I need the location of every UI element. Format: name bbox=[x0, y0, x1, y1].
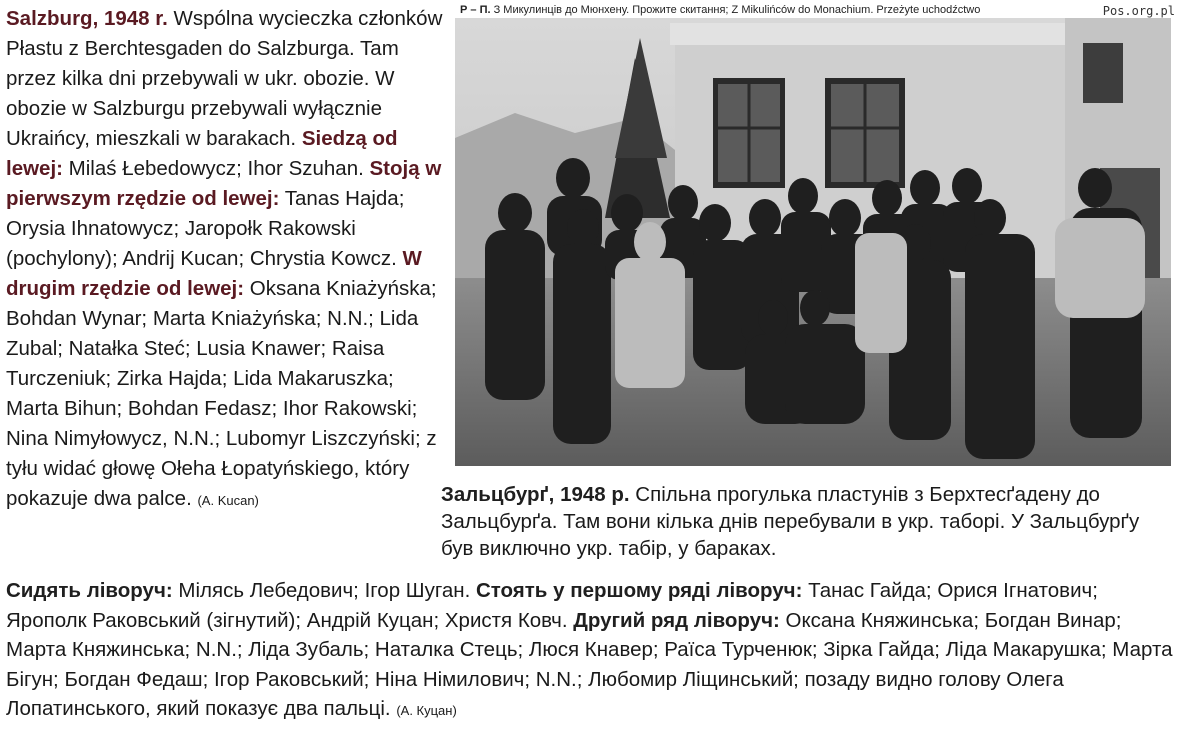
polish-caption-intro: Wspólna wycieczka członków Płastu z Berchtesgaden do Salzburga. Tam przez kilka dni przebywali w ukr. obozie. W obozie w Salzburgu przebywali wyłącznie Ukraińcy, mieszkali w barakach. bbox=[6, 7, 443, 150]
ukrainian-first-row-label: Стоять у першому ряді ліворуч: bbox=[475, 579, 803, 602]
ukrainian-sitting-names: Мілясь Лебедович; Ігор Шуган. bbox=[172, 579, 476, 602]
ukrainian-credit: (А. Куцан) bbox=[396, 703, 457, 718]
polish-caption-title: Salzburg, 1948 r. bbox=[6, 7, 168, 30]
polish-sitting-label: Siedzą od lewej: bbox=[6, 127, 398, 180]
photo-source-header bbox=[460, 3, 1120, 17]
ukrainian-second-row-label: Другий ряд ліворуч: bbox=[573, 608, 780, 632]
polish-second-row-names: Oksana Kniażyńska; Bohdan Wynar; Marta Kniażyńska; N.N.; Lida Zubal; Natałka Steć; Lusia Knawer; Raisa Turczeniuk; Zirka Hajda; Lida Makaruszka; Marta Bihun; Bohdan Fedasz; Ihor Rakowski; Nina Nimyłowycz, N.N.; Lubomyr Liszczyński; z tyłu widać głowę Ołeha Łopatyńskiego, który pokazuje dwa palce. bbox=[6, 277, 437, 510]
polish-second-row-label: W drugim rzędzie od lewej: bbox=[6, 247, 422, 300]
ukrainian-name-list bbox=[6, 576, 1174, 726]
polish-sitting-names: Milaś Łebedowycz; Ihor Szuhan. bbox=[62, 157, 370, 180]
polish-caption bbox=[6, 4, 444, 516]
ukrainian-sitting-label: Сидять ліворуч: bbox=[6, 579, 173, 602]
photo-source-code: Р – П. bbox=[460, 4, 491, 16]
polish-credit: (A. Kucan) bbox=[197, 493, 259, 508]
ukrainian-caption-title: Зальцбурґ, 1948 р. bbox=[441, 483, 630, 506]
photo-source-text: З Микулинців до Мюнхену. Прожите скитання; Z Mikulińców do Monachium. Przeżyte uchodźctwo bbox=[490, 4, 981, 16]
polish-first-row-names: Tanas Hajda; Orysia Ihnatowycz; Jaropołk Rakowski (pochylony); Andrij Kucan; Chrystia Kowcz. bbox=[6, 187, 405, 270]
site-watermark: Pos.org.pl bbox=[1102, 4, 1175, 18]
group-photo-illustration bbox=[455, 18, 1171, 466]
ukrainian-caption bbox=[441, 481, 1176, 562]
ukrainian-second-row-names: Оксана Княжинська; Богдан Винар; Марта Княжинська; N.N.; Ліда Зубаль; Наталка Стець; Люся Кнавер; Раїса Турченюк; Зірка Гайда; Ліда Макарушка; Марта Бігун; Богдан Федаш; Ігор Раковський; Ніна Німилович; N.N.; Любомир Ліщинський; позаду видно голову Олега Лопатинського, який показує два пальці. bbox=[6, 608, 1173, 720]
polish-first-row-label: Stoją w pierwszym rzędzie od lewej: bbox=[6, 157, 442, 210]
ukrainian-caption-intro: Спільна прогулька пластунів з Берхтесґадену до Зальцбурґа. Там вони кілька днів перебували в укр. таборі. У Зальцбурґу був виключно укр. табір, у бараках. bbox=[441, 483, 1140, 560]
ukrainian-first-row-names: Танас Гайда; Орися Ігнатович; Ярополк Раковський (зігнутий); Андрій Куцан; Христя Ковч. bbox=[6, 579, 1098, 632]
group-photo bbox=[455, 18, 1171, 466]
